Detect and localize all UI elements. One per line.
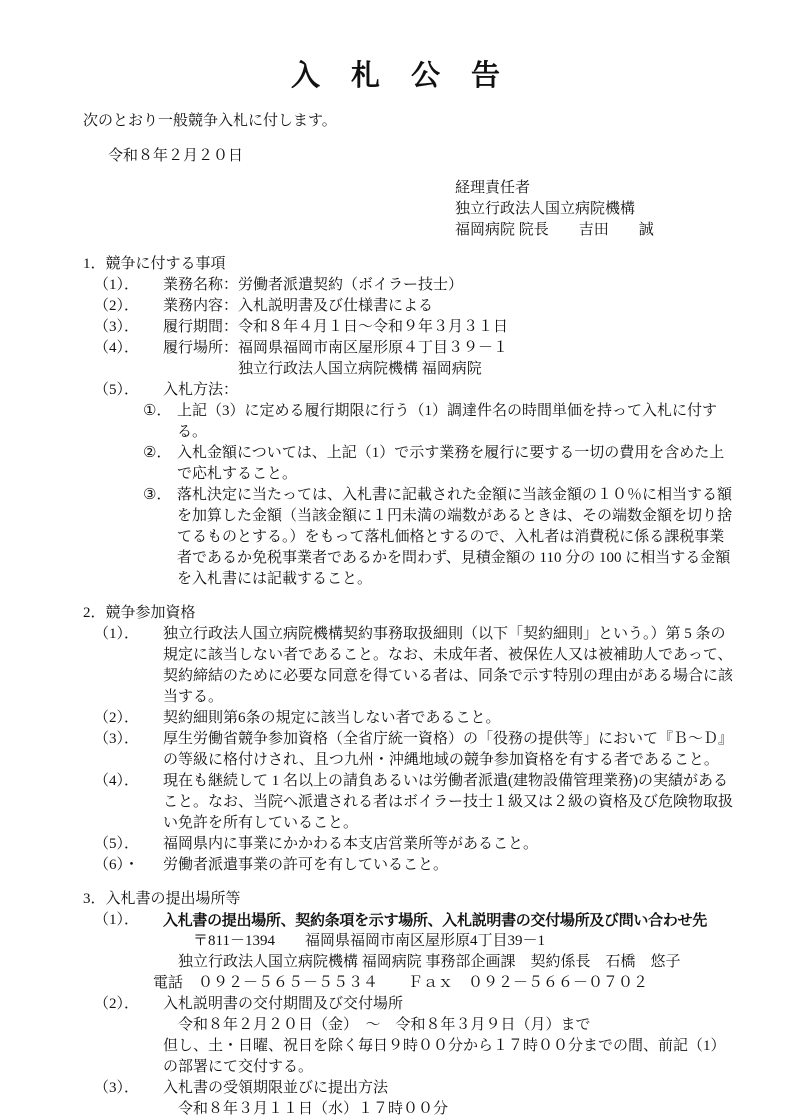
section-1-item-4 [94, 338, 736, 380]
section-1-item-2 [94, 296, 736, 317]
circled-number-marker: ②． [143, 445, 172, 461]
item-text: 入札説明書の交付期間及び交付場所 [163, 996, 404, 1012]
method-item-1 [143, 401, 736, 443]
item-text: 独立行政法人国立病院機構契約事務取扱細則（以下「契約細則」という。）第 5 条の規定に該当しない者であること。なお、未成年者、被保佐人又は被補助人であって、契約締結のために必要な同意を得ている者は、同条で示す特別の理由がある場合に該当する。 [163, 626, 734, 705]
method-text: 上記（3）に定める履行期限に行う（1）調達件名の時間単価を持って入札に付する。 [177, 403, 718, 440]
item-marker: （2）． [94, 710, 140, 726]
distribution-note: 但し、土・日曜、祝日を除く毎日９時００分から１７時００分までの間、前記（1）の部署にて交付する。 [163, 1038, 726, 1075]
item-marker: （1）． [94, 626, 140, 642]
item-value-line-2: 独立行政法人国立病院機構 福岡病院 [238, 361, 482, 377]
item-value: 令和８年４月１日～令和９年３月３１日 [238, 319, 509, 335]
section-1-item-3 [94, 317, 736, 338]
item-label: 入札方法： [163, 382, 239, 398]
phone-fax-line: 電話 ０９２－５６５－５５３４ Ｆａｘ ０９２－５６６－０７０２ [153, 975, 649, 991]
item-marker: （2）． [94, 298, 140, 314]
item-text: 福岡県内に事業にかかわる本支店営業所等があること。 [163, 836, 539, 852]
item-marker: （5）． [94, 382, 140, 398]
item-label: 履行場所： [163, 340, 239, 356]
method-text: 落札決定に当たっては、入札書に記載された金額に当該金額の１０％に相当する額を加算した金額（当該金額に１円未満の端数があるときは、その端数金額を切り捨てるものとする。）をもって落札価格とするので、入札者は消費税に係る課税事業者であるか免税事業者であるかを問わず、見積金額の 110 分の 100 に相当する金額を入札書には記載すること。 [177, 487, 733, 587]
distribution-period-line: 令和８年２月２０日（金） ～ 令和８年３月９日（月）まで [178, 1017, 591, 1033]
method-item-2 [143, 443, 736, 485]
item-text: 現在も継続して 1 名以上の請負あるいは労働者派遣(建物設備管理業務)の実績があること。なお、当院へ派遣される者はボイラー技士１級又は２級の資格及び危険物取扱い免許を所有していること。 [163, 773, 734, 831]
item-marker: （2）． [94, 996, 140, 1012]
section-1 [83, 254, 736, 590]
contact-org-line: 独立行政法人国立病院機構 福岡病院 事務部企画課 契約係長 石橋 悠子 [178, 954, 681, 970]
item-text: 契約細則第6条の規定に該当しない者であること。 [163, 710, 501, 726]
item-value-line-1: 福岡県福岡市南区屋形原４丁目３９－１ [238, 340, 509, 356]
item-marker: （1）． [94, 277, 140, 293]
item-text: 労働者派遣事業の許可を有していること。 [163, 857, 449, 873]
item-value-lines [238, 338, 736, 380]
method-text: 入札金額については、上記（1）で示す業務を履行に要する一切の費用を含めた上で応札すること。 [177, 445, 725, 482]
method-item-3 [143, 485, 736, 590]
circled-number-marker: ③． [143, 487, 172, 503]
item-marker: （3）． [94, 1080, 140, 1096]
issue-date: 令和８年２月２０日 [108, 148, 244, 164]
section-1-item-5 [94, 380, 736, 401]
section-2 [83, 603, 736, 876]
issuer-org: 独立行政法人国立病院機構 [455, 201, 636, 217]
item-marker: （4）． [94, 340, 140, 356]
section-2-item-6 [94, 855, 736, 876]
section-2-item-5 [94, 834, 736, 855]
section-3-item-1 [94, 910, 736, 931]
item-label: 履行期間： [163, 319, 239, 335]
issuer-name: 福岡病院 院長 吉田 誠 [455, 222, 654, 238]
section-2-item-4 [94, 771, 736, 834]
circled-number-marker: ①． [143, 403, 172, 419]
item-marker: （3）． [94, 319, 140, 335]
section-3-heading: 3．入札書の提出場所等 [83, 891, 241, 907]
postal-address-line: 〒811－1394 福岡県福岡市南区屋形原4丁目39－1 [193, 933, 545, 949]
section-1-item-1 [94, 275, 736, 296]
item-text: 入札書の受領期限並びに提出方法 [163, 1080, 389, 1096]
section-3-item-2 [94, 994, 736, 1015]
intro-text: 次のとおり一般競争入札に付します。 [83, 113, 337, 129]
item-value: 入札説明書及び仕様書による [238, 298, 434, 314]
section-3-item-3 [94, 1078, 736, 1099]
section-2-heading: 2．競争参加資格 [83, 605, 196, 621]
item-marker: （5）． [94, 836, 140, 852]
issuer-block [455, 178, 736, 241]
item-marker: （4）． [94, 773, 140, 789]
item-marker: （3）． [94, 731, 140, 747]
section-2-item-1 [94, 624, 736, 708]
item-label: 業務内容： [163, 298, 239, 314]
section-1-heading: 1．競争に付する事項 [83, 256, 226, 272]
section-3 [83, 889, 736, 1120]
item-marker: （1）． [94, 912, 140, 928]
submission-deadline-line: 令和８年３月１１日（水）１７時００分 [178, 1101, 449, 1117]
section-2-item-2 [94, 708, 736, 729]
issuer-role: 経理責任者 [455, 180, 531, 196]
item-label: 業務名称： [163, 277, 239, 293]
item-text: 厚生労働省競争参加資格（全省庁統一資格）の「役務の提供等」において『Ｂ～Ｄ』の等級に格付けされ、且つ九州・沖縄地域の競争参加資格を有する者であること。 [163, 731, 734, 768]
item-value: 労働者派遣契約（ボイラー技士） [238, 277, 464, 293]
section-2-item-3 [94, 729, 736, 771]
page-title: 入 札 公 告 [290, 60, 501, 92]
contact-heading: 入札書の提出場所、契約条項を示す場所、入札説明書の交付場所及び問い合わせ先 [163, 912, 707, 929]
item-marker: （6）・ [94, 857, 140, 873]
